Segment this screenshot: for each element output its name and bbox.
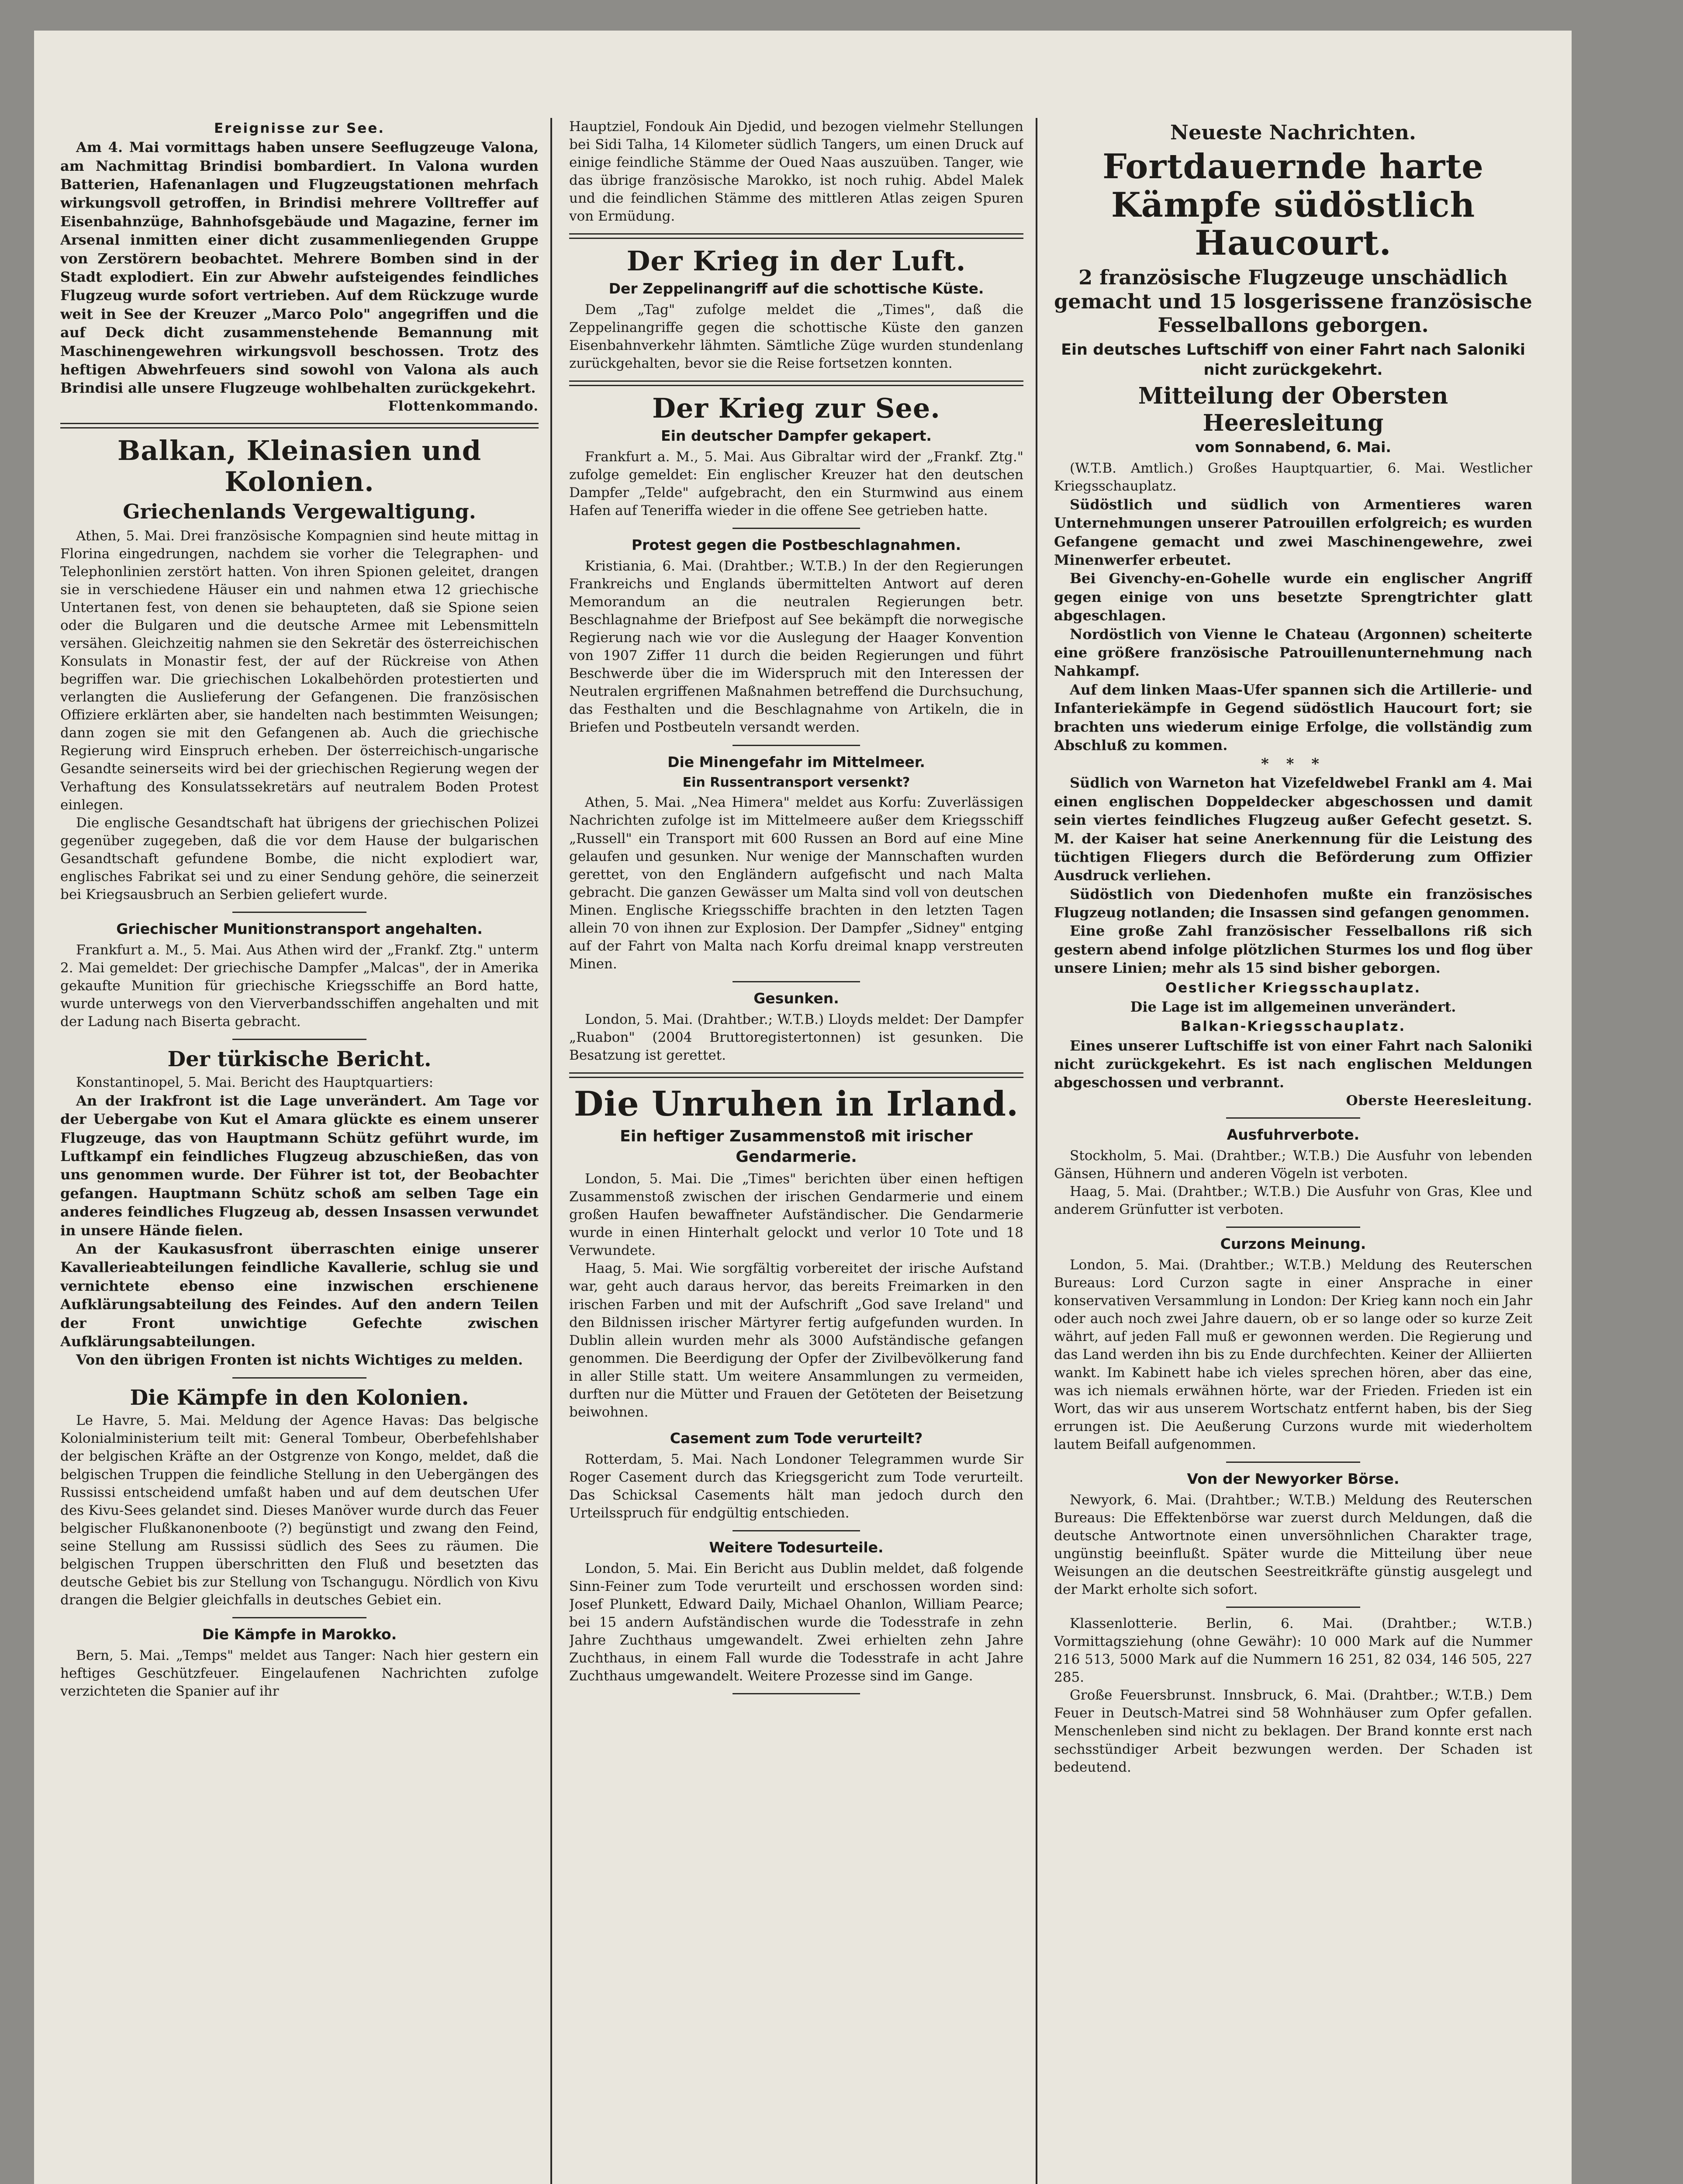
article-body: Eine große Zahl französischer Fesselballons riß sich gestern abend infolge plötzlichen Sturmes los und flog über unsere Linien; mehr als 15 sind bisher geborgen. (1054, 923, 1532, 977)
article-body: Große Feuersbrunst. Innsbruck, 6. Mai. (Drahtber.; W.T.B.) Dem Feuer in Deutsch-Matrei sind 58 Wohnhäuser zum Opfer gefallen. Menschenleben sind nicht zu beklagen. Der Brand konnte erst nach sechsstündiger Arbeit bezwungen werden. Der Schaden ist bedeutend. (1054, 1687, 1532, 1775)
column-left (60, 118, 539, 1708)
article-body: Südöstlich von Diedenhofen mußte ein französisches Flugzeug notlanden; die Insassen sind gefangen genommen. (1054, 885, 1532, 921)
article-title: Protest gegen die Postbeschlagnahmen. (631, 536, 961, 553)
divider (1226, 1607, 1360, 1608)
column-right (1054, 118, 1532, 1784)
divider (569, 1072, 1023, 1078)
article-signature: Oberste Heeresleitung. (1346, 1092, 1532, 1109)
article-body: Eines unserer Luftschiffe ist von einer Fahrt nach Saloniki nicht zurückgekehrt. Es ist nach englischen Meldungen abgeschossen und verbrannt. (1054, 1037, 1532, 1091)
article-curzon (1054, 1235, 1532, 1454)
divider (232, 1377, 366, 1379)
divider (569, 233, 1023, 239)
article-body: Haag, 5. Mai. Wie sorgfältig vorbereitet der irische Aufstand war, geht auch daraus hervor, das bereits Freimarken in den irischen Farben und mit der Aufschrift „God save Ireland" und den Bildnissen irischer Märtyrer fertig aufgefunden wurden. In Dublin allein wurden mehr als 3000 Aufständische gefangen genommen. Die Beerdigung der Opfer der Zivilbevölkerung fand in aller Stille statt. Um weitere Ansammlungen zu vermeiden, durften nur die Mütter und Frauen der Getöteten der Beisetzung beiwohnen. (569, 1261, 1023, 1420)
subsection-title: Balkan-Kriegsschauplatz. (1180, 1019, 1406, 1035)
divider (733, 745, 860, 746)
article-body: Dem „Tag" zufolge meldet die „Times", daß die Zeppelinangriffe gegen die schottische Küste den ganzen Eisenbahnverkehr lähmten. Sämtliche Züge wurden stundenlang zurückgehalten, bevor sie die Reise fortsetzen konnten. (569, 301, 1023, 372)
section-title: Balkan, Kleinasien und Kolonien. (117, 435, 482, 498)
section-title: Der Krieg in der Luft. (626, 245, 966, 277)
article-body: Frankfurt a. M., 5. Mai. Aus Athen wird der „Frankf. Ztg." unterm 2. Mai gemeldet: Der griechische Dampfer „Malcas", der in Amerika gekaufte Munition für griechische Kriegsschiffe an Bord hatte, wurde unterwegs von den Vierverbandsschiffen angehalten und mit der Ladung nach Biserta gebracht. (60, 942, 539, 1030)
divider (60, 423, 539, 429)
article-body: London, 5. Mai. Die „Times" berichten über einen heftigen Zusammenstoß zwischen der irischen Gendarmerie und einem großen Haufen bewaffneter Aufständischer. Die Gendarmerie wurde in einen Hinterhalt gelockt und verlor 10 Tote und 18 Verwundete. (569, 1171, 1023, 1259)
divider (1226, 1117, 1360, 1119)
article-casement (569, 1429, 1023, 1522)
article-todesurteile (569, 1538, 1023, 1685)
article-body: London, 5. Mai. (Drahtber.; W.T.B.) Meldung des Reuterschen Bureaus: Lord Curzon sagte in einer Ansprache in einer konservativen Versammlung in London: Der Krieg kann noch ein Jahr oder auch noch zwei Jahre dauern, ob er so lange oder so kurze Zeit währt, auf jeden Fall muß er gewonnen werden. Die Regierung und das Land werden ihn bis zu Ende durchfechten. Keiner der Alliierten wankt. Im Kabinett habe ich vieles sprechen hören, aber das eine, was ich niemals erwähnen hörte, war der Frieden. Frieden ist ein Wort, das wir aus unserem Wortschatz entfernt haben, bis der Sieg errungen ist. Die Aeußerung Curzons wurde mit wiederholtem lautem Beifall aufgenommen. (1054, 1257, 1532, 1452)
article-body: Von den übrigen Fronten ist nichts Wichtiges zu melden. (76, 1351, 523, 1368)
divider (1226, 1227, 1360, 1228)
divider (232, 1039, 366, 1040)
article-body: Frankfurt a. M., 5. Mai. Aus Gibraltar wird der „Frankf. Ztg." zufolge gemeldet: Ein englischer Kreuzer hat den deutschen Dampfer „Telde" aufgebracht, den ein Sturmwind aus einem Hafen auf Teneriffa wieder in die offene See getrieben hatte. (569, 449, 1023, 518)
main-subheadline: 2 französische Flugzeuge unschädlich gemacht und 15 losgerissene französische Fesselballons geborgen. (1054, 266, 1532, 337)
article-ereignisse-zur-see (60, 120, 539, 415)
divider (733, 1693, 860, 1694)
article-body: Auf dem linken Maas-Ufer spannen sich die Artillerie- und Infanteriekämpfe in Gegend südöstlich Haucourt fort; sie brachten uns wiederum einige Erfolge, die vollständig zum Abschluß zu kommen. (1054, 681, 1532, 753)
divider (232, 1617, 366, 1618)
article-newyorker-boerse (1054, 1470, 1532, 1599)
column-rule (1036, 118, 1037, 2184)
article-title: Ereignisse zur See. (214, 121, 385, 136)
article-body: London, 5. Mai. (Drahtber.; W.T.B.) Lloyds meldet: Der Dampfer „Ruabon" (2004 Bruttoregistertonnen) ist gesunken. Die Besatzung ist gerettet. (569, 1011, 1023, 1064)
article-body: London, 5. Mai. Ein Bericht aus Dublin meldet, daß folgende Sinn-Feiner zum Tode verurteilt und erschossen worden sind: Josef Plunkett, Edward Daily, Michael Ohanlon, William Pearce; bei 15 andern Aufständischen wurde die Todesstrafe in zehn Jahre Zuchthaus umgewandelt. Zwei erhielten zehn Jahre Zuchthaus, in einem Fall wurde die Todesstrafe in acht Jahre Zuchthaus umgewandelt. Weitere Prozesse sind im Gange. (569, 1560, 1023, 1684)
article-title: Der Zeppelinangriff auf die schottische Küste. (608, 280, 984, 297)
article-subtitle: Ein Russentransport versenkt? (682, 775, 910, 791)
article-title: Curzons Meinung. (1220, 1235, 1366, 1253)
article-title: Ein heftiger Zusammenstoß mit irischer Gendarmerie. (620, 1127, 973, 1166)
article-body: (W.T.B. Amtlich.) Großes Hauptquartier, 6. Mai. Westlicher Kriegsschauplatz. (1054, 460, 1532, 494)
article-body: Konstantinopel, 5. Mai. Bericht des Hauptquartiers: (76, 1074, 434, 1090)
article-tuerkischer-bericht (60, 1047, 539, 1369)
article-date: vom Sonnabend, 6. Mai. (1195, 438, 1391, 456)
article-marokko-continued (569, 118, 1023, 225)
article-krieg-see (569, 393, 1023, 520)
article-body: Athen, 5. Mai. „Nea Himera" meldet aus Korfu: Zuverlässigen Nachrichten zufolge ist im Mittelmeere außer dem Kriegsschiff „Russell" ein Transport mit 600 Russen an Bord auf eine Mine gelaufen und gesunken. Nur wenige der Mannschaften wurden gerettet, von den Engländern aufgefischt und nach Malta gebracht. Die ganzen Gewässer um Malta sind voll von deutschen Minen. Englische Kriegsschiffe brachten in den letzten Tagen allein 70 von ihnen zur Explosion. Der Dampfer „Sidney" entging auf der Fahrt von Malta nach Korfu dreimal knapp verstreuten Minen. (569, 795, 1023, 972)
article-body: Kristiania, 6. Mai. (Drahtber.; W.T.B.) In der den Regierungen Frankreichs und Englands übermittelten Antwort auf deren Memorandum an die neutralen Regierungen betr. Beschlagnahme der Briefpost auf See bekämpft die norwegische Regierung nach wie vor die Auslegung der Haager Konvention von 1907 Ziffer 11 durch die beiden Regierungen und führt Beschwerde über die im Widerspruch mit den Interessen der Neutralen ergriffenen Maßnahmen betreffend die Durchsuchung, das Festhalten und die Beschlagnahme von Artikeln, die in Briefen und Postbeuteln versandt werden. (569, 558, 1023, 736)
article-title: Griechenlands Vergewaltigung. (123, 500, 476, 524)
divider (1226, 1462, 1360, 1463)
main-headline: Fortdauernde harte Kämpfe südöstlich Haucourt. (1102, 147, 1484, 263)
article-title: Die Kämpfe in Marokko. (202, 1626, 397, 1643)
article-title: Die Minengefahr im Mittelmeer. (667, 753, 925, 771)
newspaper-page (34, 31, 1572, 2184)
article-title: Casement zum Tode verurteilt? (670, 1429, 923, 1447)
section-kicker: Neueste Nachrichten. (1170, 121, 1416, 144)
section-title: Der Krieg zur See. (652, 392, 940, 425)
article-signature: Flottenkommando. (388, 398, 539, 414)
article-body: An der Kaukasusfront überraschten einige unserer Kavallerieabteilungen feindliche Kavallerie, schlug sie und vernichtete ebenso eine inzwischen erschienene Aufklärungsabteilung des Feindes. Auf den andern Teilen der Front unwichtige Gefechte zwischen Aufklärungsabteilungen. (60, 1241, 539, 1350)
divider (232, 912, 366, 913)
article-title: Mitteilung der Obersten Heeresleitung (1138, 383, 1448, 436)
article-title: Ausfuhrverbote. (1227, 1126, 1360, 1144)
article-body: Newyork, 6. Mai. (Drahtber.; W.T.B.) Meldung des Reuterschen Bureaus: Die Effektenbörse war zuerst durch Meldungen, daß die deutsche Antwortnote einen unversöhnlichen Charakter trage, ungünstig beeinflußt. Später wurde die Mitteilung über neue Weisungen an die deutschen Seestreitkräfte günstig ausgelegt und der Markt erholte sich sofort. (1054, 1492, 1532, 1598)
divider (569, 380, 1023, 386)
article-body: Klassenlotterie. Berlin, 6. Mai. (Drahtber.; W.T.B.) Vormittagsziehung (ohne Gewähr): 10 000 Mark auf die Nummer 216 513, 5000 Mark auf die Nummern 16 251, 82 034, 146 505, 227 285. (1054, 1616, 1532, 1686)
divider (733, 981, 860, 982)
column-middle (569, 118, 1023, 1701)
article-minengefahr (569, 753, 1023, 974)
article-body: Stockholm, 5. Mai. (Drahtber.; W.T.B.) Die Ausfuhr von lebenden Gänsen, Hühnern und anderen Vögeln ist verboten. (1054, 1147, 1532, 1182)
article-body: Haag, 5. Mai. (Drahtber.; W.T.B.) Die Ausfuhr von Gras, Klee und anderem Grünfutter ist verboten. (1054, 1184, 1532, 1218)
article-ausfuhrverbote (1054, 1126, 1532, 1219)
article-klassenlotterie (1054, 1615, 1532, 1776)
article-balkan (60, 435, 539, 904)
article-title: Gesunken. (753, 990, 839, 1007)
article-body: Südöstlich und südlich von Armentieres waren Unternehmungen unserer Patrouillen erfolgreich; es wurden Gefangene gemacht und zwei Maschinengewehre, zwei Minenwerfer erbeutet. (1054, 496, 1532, 569)
article-title: Ein deutscher Dampfer gekapert. (661, 427, 932, 444)
divider (733, 528, 860, 529)
divider (733, 1530, 860, 1531)
column-rule (550, 118, 552, 2184)
article-body: Rotterdam, 5. Mai. Nach Londoner Telegrammen wurde Sir Roger Casement durch das Kriegsgericht zum Tode verurteilt. Das Schicksal Casements hält man jedoch durch den Urteilsspruch für endgültig entschieden. (569, 1451, 1023, 1521)
article-kaempfe-kolonien (60, 1386, 539, 1609)
article-unruhen-irland (569, 1085, 1023, 1421)
article-body: Bern, 5. Mai. „Temps" meldet aus Tanger: Nach hier gestern ein heftiges Geschützfeuer. Eingelaufenen Nachrichten zufolge verzichteten die Spanier auf ihr (60, 1647, 539, 1700)
article-body: Am 4. Mai vormittags haben unsere Seeflugzeuge Valona, am Nachmittag Brindisi bombardiert. In Valona wurden Batterien, Hafenanlagen und Flugzeugstationen mehrfach wirkungsvoll getroffen, in Brindisi mehrere Volltreffer auf Eisenbahnzüge, Bahnhofsgebäude und Magazine, ferner im Arsenal inmitten einer dicht zusammenliegenden Gruppe von Zerstörern beobachtet. Mehrere Bomben sind in der Stadt explodiert. Ein zur Abwehr aufsteigendes feindliches Flugzeug wurde sofort vertrieben. Auf dem Rückzuge wurde weit in See der Kreuzer „Marco Polo" angegriffen und die auf Deck dicht zusammenstehende Bemannung mit Maschinengewehren wirkungsvoll beschossen. Trotz des heftigen Abwehrfeuers sind sowohl von Valona als auch Brindisi alle unsere Flugzeuge wohlbehalten zurückgekehrt. (60, 139, 539, 397)
article-body: Die englische Gesandtschaft hat übrigens der griechischen Polizei gegenüber zugegeben, daß die vor dem Hause der bulgarischen Gesandtschaft gefundene Bombe, die nicht explodiert war, englisches Fabrikat sei und zu einer Sendung gehöre, die seinerzeit bei Kriegsausbruch an Serbien geliefert wurde. (60, 815, 539, 902)
article-body: An der Irakfront ist die Lage unverändert. Am Tage vor der Uebergabe von Kut el Amara glückte es einem unserer Flugzeuge, das von Hauptmann Schütz geführt wurde, im Luftkampf ein feindliches Flugzeug abzuschießen, das von uns genommen wurde. Der Führer ist tot, der Beobachter gefangen. Hauptmann Schütz schoß am selben Tage ein anderes feindliches Flugzeug ab, dessen Insassen verwundet in unsere Hände fielen. (60, 1092, 539, 1239)
article-body: Südlich von Warneton hat Vizefeldwebel Frankl am 4. Mai einen englischen Doppeldecker abgeschossen und damit sein viertes feindliches Flugzeug außer Gefecht gesetzt. S. M. der Kaiser hat seine Anerkennung für die Leistung des tüchtigen Fliegers durch die Beförderung zum Offizier Ausdruck verliehen. (1054, 774, 1532, 884)
article-gesunken (569, 989, 1023, 1064)
article-body: Le Havre, 5. Mai. Meldung der Agence Havas: Das belgische Kolonialministerium teilt mit: General Tombeur, Oberbefehlshaber der belgischen Kräfte an der Ostgrenze von Kongo, meldet, daß die belgischen Truppen die feindliche Stellung in den Uebergängen des Russissi entscheidend umfaßt haben und auf dem deutschen Ufer des Kivu-Sees gelandet sind. Dieses Manöver wurde durch das Feuer belgischer Flußkanonenboote (?) begünstigt und zwang den Feind, seine Stellung am Russissi südlich des Sees zu räumen. Die belgischen Truppen überschritten den Fluß und besetzten das deutsche Gebiet bis zur Stellung von Tschangugu. Nördlich von Kivu drangen die Belgier gleichfalls in deutsches Gebiet ein. (60, 1413, 539, 1608)
article-heeresbericht (1054, 383, 1532, 1109)
article-postbeschlagnahmen (569, 536, 1023, 737)
article-title: Griechischer Munitionstransport angehalten. (116, 920, 483, 937)
section-title: Die Unruhen in Irland. (574, 1084, 1019, 1124)
stars-separator: * * * (1261, 755, 1325, 773)
article-body: Bei Givenchy-en-Gohelle wurde ein englischer Angriff gegen einige von uns besetzte Sprengtrichter glatt abgeschlagen. (1054, 570, 1532, 624)
main-subheadline-2: Ein deutsches Luftschiff von einer Fahrt nach Saloniki nicht zurückgekehrt. (1061, 341, 1525, 379)
article-krieg-luft (569, 246, 1023, 373)
article-body: Die Lage ist im allgemeinen unverändert. (1130, 998, 1456, 1015)
article-body: Hauptziel, Fondouk Ain Djedid, und bezogen vielmehr Stellungen bei Sidi Talha, 14 Kilometer südlich Tangers, um einen Druck auf einige feindliche Stämme der Oued Naas auszuüben. Tanger, wie das übrige französische Marokko, ist noch ruhig. Abdel Malek und die feindlichen Stämme des mittleren Atlas zeigen Spuren von Ermüdung. (569, 119, 1023, 225)
article-title: Weitere Todesurteile. (709, 1539, 884, 1556)
article-body: Nordöstlich von Vienne le Chateau (Argonnen) scheiterte eine größere französische Patrouillenunternehmung nach Nahkampf. (1054, 625, 1532, 680)
article-kaempfe-marokko (60, 1625, 539, 1700)
article-title: Von der Newyorker Börse. (1187, 1470, 1400, 1487)
article-title: Der türkische Bericht. (167, 1047, 432, 1072)
article-body: Athen, 5. Mai. Drei französische Kompagnien sind heute mittag in Florina eingedrungen, nachdem sie vorher die Telegraphen- und Telephonlinien zerstört hatten. Von ihren Spionen geleitet, drangen sie in verschiedene Häuser ein und nahmen etwa 12 griechische Untertanen fest, von denen sie behaupteten, daß sie Spione seien oder die Bulgaren und die deutsche Armee mit Lebensmitteln versähen. Gleichzeitig nahmen sie den Sekretär des österreichischen Konsulats in Monastir fest, der auf der Rückreise von Athen begriffen war. Die griechischen Lokalbehörden protestierten und verlangten die Auslieferung der Gefangenen. Die französischen Offiziere erklärten aber, sie handelten nach bestimmten Weisungen; dann zogen sie mit den Gefangenen ab. Auch die griechische Regierung wird Einspruch erheben. Der österreichisch-ungarische Gesandte seinerseits wird bei der griechischen Regierung wegen der Verhaftung des Konsulatssekretärs auf neutralem Boden Protest einlegen. (60, 528, 539, 813)
subsection-title: Oestlicher Kriegsschauplatz. (1165, 980, 1421, 996)
article-title: Die Kämpfe in den Kolonien. (130, 1385, 469, 1410)
article-munitionstransport (60, 920, 539, 1031)
